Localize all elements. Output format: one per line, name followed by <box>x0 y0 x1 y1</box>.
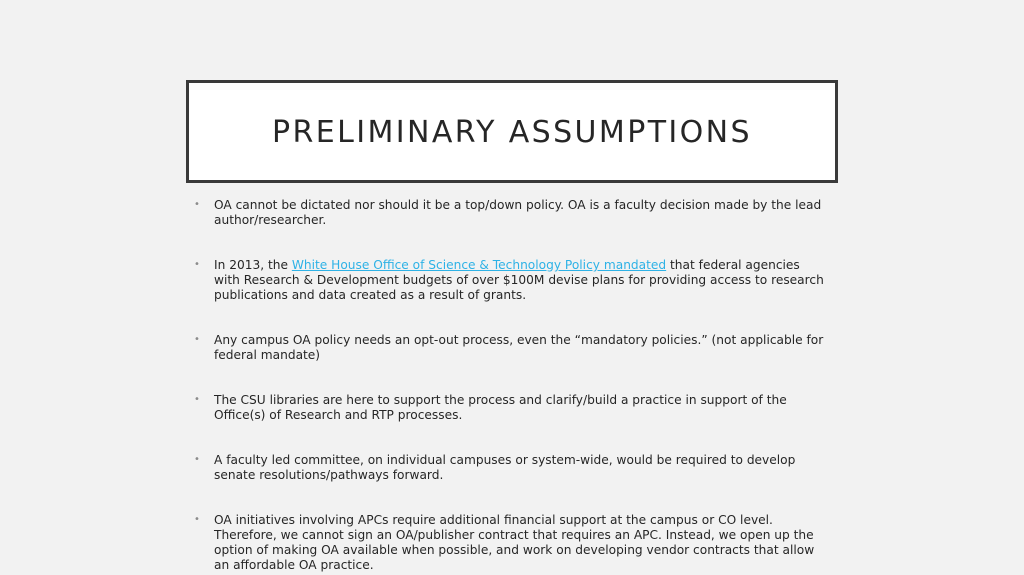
bullet-marker: • <box>194 394 200 406</box>
bullet-text: Any campus OA policy needs an opt-out process, even the “mandatory policies.” (not applicable for federal mandate) <box>214 332 824 362</box>
bullet-item <box>194 198 824 228</box>
bullet-list <box>194 198 824 572</box>
bullet-marker: • <box>194 259 200 271</box>
bullet-text-after-link: that federal agencies with Research & Development budgets of over $100M devise plans for providing access to research publications and data created as a result of grants. <box>214 258 824 302</box>
bullet-text: The CSU libraries are here to support the process and clarify/build a practice in support of the Office(s) of Research and RTP processes. <box>214 393 787 422</box>
bullet-text-before-link: In 2013, the <box>214 258 292 273</box>
bullet-text: OA cannot be dictated nor should it be a top/down policy. OA is a faculty decision made by the lead author/researcher. <box>214 198 822 227</box>
bullet-item <box>194 393 824 423</box>
bullet-item <box>194 258 824 302</box>
bullet-text: A faculty led committee, on individual campuses or system-wide, would be required to develop senate resolutions/pathways forward. <box>214 453 796 482</box>
slide-title: PRELIMINARY ASSUMPTIONS <box>272 115 752 150</box>
bullet-marker: • <box>194 454 200 466</box>
bullet-item <box>194 453 824 483</box>
bullet-item <box>194 513 824 572</box>
bullet-text: OA initiatives involving APCs require additional financial support at the campus or CO level. Therefore, we cannot sign an OA/publisher contract that requires an APC. Instead, we open up the option of making OA available when possible, and work on developing vendor contracts that allow an affordable OA practice. <box>214 513 815 572</box>
white-house-ostp-link[interactable]: White House Office of Science & Technology Policy mandated <box>291 258 667 273</box>
title-box <box>186 80 838 183</box>
bullet-marker: • <box>194 199 200 210</box>
bullet-marker: • <box>194 514 200 526</box>
bullet-item <box>194 333 824 363</box>
bullet-marker: • <box>194 333 200 345</box>
